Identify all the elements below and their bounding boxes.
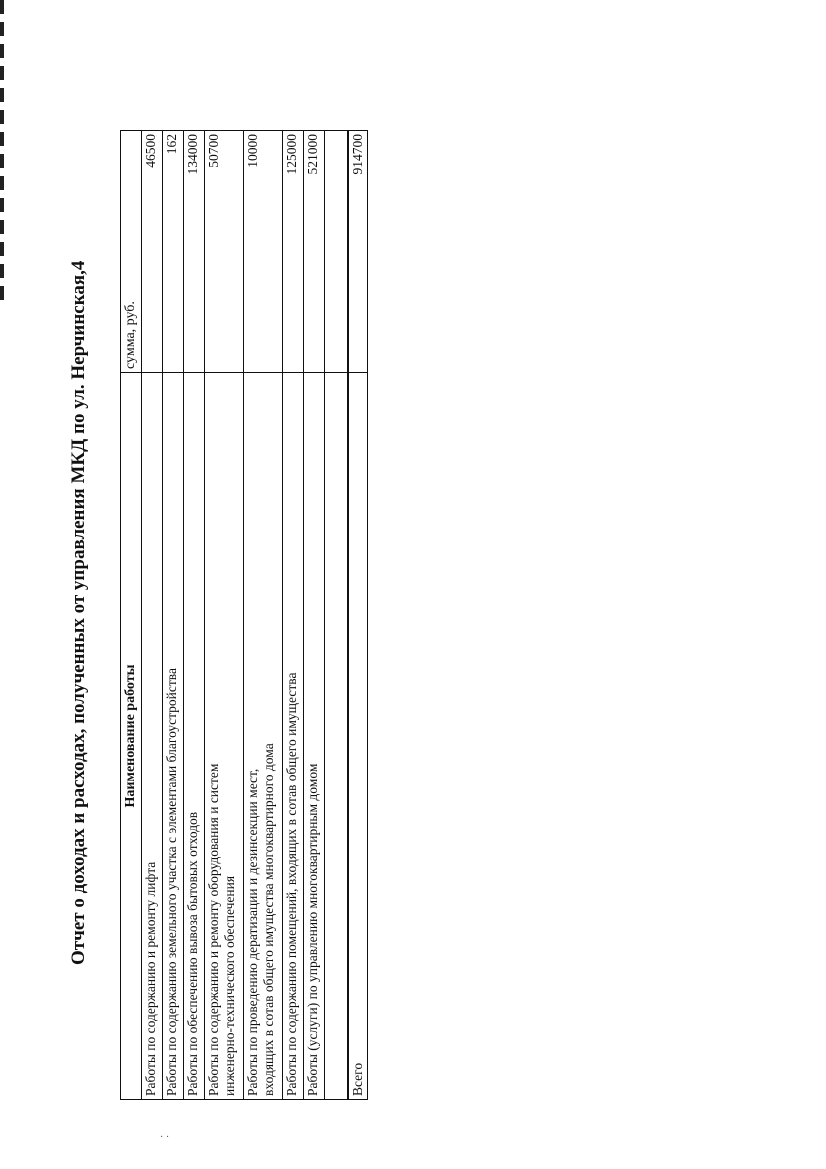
row-amount: 162 (162, 131, 183, 373)
total-label: Всего (348, 373, 368, 1100)
empty-row (324, 131, 348, 1100)
table-row (162, 131, 183, 1100)
row-name (243, 373, 282, 1100)
total-row (348, 131, 368, 1100)
total-amount: 914700 (348, 131, 368, 373)
table-row (243, 131, 282, 1100)
table-row (141, 131, 162, 1100)
row-amount: 10000 (243, 131, 282, 373)
empty-cell (324, 373, 348, 1100)
row-name (162, 373, 183, 1100)
row-amount: 125000 (282, 131, 303, 373)
row-name (141, 373, 162, 1100)
row-name (204, 373, 243, 1100)
row-name-line: Работы по содержанию земельного участка с элементами благоустройства (163, 668, 179, 1096)
empty-cell (324, 131, 348, 373)
row-name-line: Работы по содержанию помещений, входящих в сотав общего имущества (283, 672, 299, 1096)
row-name-line: Работы по содержанию и ремонту оборудования и систем (205, 763, 221, 1096)
row-name-line: входящих в сотав общего имущества многоквартирного дома (261, 743, 277, 1096)
scan-edge-mark (0, 0, 4, 300)
table-row (204, 131, 243, 1100)
row-name-line: Работы по проведению дератизации и дезинсекции мест, (244, 768, 260, 1096)
row-amount: 50700 (204, 131, 243, 373)
row-amount: 521000 (303, 131, 324, 373)
scan-artifact: · · (160, 1132, 170, 1143)
report-table (120, 130, 368, 1100)
table-row (303, 131, 324, 1100)
header-name: Наименование работы (121, 373, 142, 1100)
row-name (282, 373, 303, 1100)
report-title: Отчет о доходах и расходах, полученных от управления МКД по ул. Нерчинская,4 (68, 260, 89, 965)
header-sum: сумма, руб. (121, 131, 142, 373)
row-name-line: Работы по содержанию и ремонту лифта (142, 861, 158, 1096)
row-name (183, 373, 204, 1100)
row-amount: 134000 (183, 131, 204, 373)
table-row (282, 131, 303, 1100)
row-name-line: Работы по обеспечению вывоза бытовых отходов (184, 811, 200, 1096)
table-row (183, 131, 204, 1100)
row-amount: 46500 (141, 131, 162, 373)
row-name-line: инженерно-технического обеспечения (222, 875, 238, 1096)
table-header-row (121, 131, 142, 1100)
row-name (303, 373, 324, 1100)
rotated-page (60, 110, 390, 1110)
row-name-line: Работы (услуги) по управлению многоквартирным домом (304, 763, 320, 1096)
